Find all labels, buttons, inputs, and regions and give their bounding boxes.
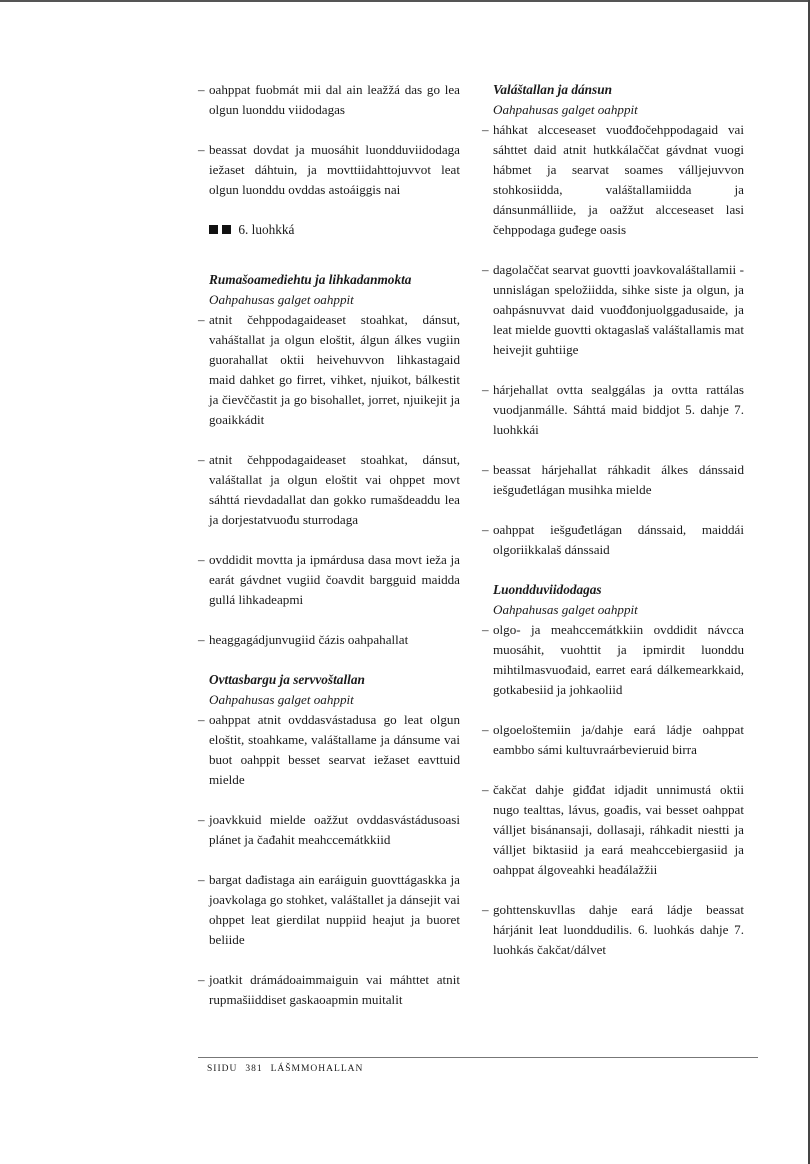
section-title: Rumašoamediehtu ja lihkadanmokta: [209, 272, 412, 287]
bullet-dash: –: [198, 872, 205, 887]
bullet-dash: –: [482, 622, 489, 637]
list-item: – beassat dovdat ja muosáhit luondduviidodaga iežaset dáhtuin, ja movttiidahttojuvvot leat olgun luonddu ovddas astoáiggis nai: [198, 142, 460, 197]
section-subtitle: Oahpahusas galget oahppit: [493, 602, 638, 617]
page-number: 381: [245, 1064, 263, 1074]
list-item: – joatkit drámádoaimmaiguin vai máhttet atnit rupmašiiddiset gaskaoapmin muitalit: [198, 972, 460, 1007]
bullet-dash: –: [198, 812, 205, 827]
footer-page-label: SIIDU: [207, 1064, 238, 1074]
left-column: [198, 80, 460, 1030]
level-heading: 6. luohkká: [198, 220, 460, 240]
footer-title: LÁŠMMOHALLAN: [270, 1064, 364, 1074]
list-item: – atnit čehppodagaideaset stoahkat, dánsut, valáštallat ja olgun eloštit vai ohppet movt sáhttá rievdadallat dan gokko rumašdeaddu lea ja dorjestatvuođu sturrodaga: [198, 452, 460, 527]
list-item: – háhkat alcceseaset vuođđočehppodagaid vai sáhttet daid atnit hutkkálaččat gávdnat vuogi hábmet ja searvat soames válljejuvvon stohkosiidda, valáštallamiidda ja dánsunmálliide, ja oažžut alcceseaset lasi čehppodaga guđege oasis: [482, 122, 744, 237]
bullet-dash: –: [482, 722, 489, 737]
bullet-dash: –: [482, 782, 489, 797]
list-item: – olgo- ja meahccemátkkiin ovddidit návcca muosáhit, vuohttit ja ipmirdit luonddu mihtilmasvuođaid, earret eará dálkemearkkaid, gotkabesiid ja johkaoliid: [482, 622, 744, 697]
section-title: Valáštallan ja dánsun: [493, 82, 612, 97]
list-item: – hárjehallat ovtta sealggálas ja ovtta rattálas vuodjanmálle. Sáhttá maid biddjot 5. dahje 7. luohkkái: [482, 382, 744, 437]
bullet-dash: –: [482, 902, 489, 917]
list-item: – joavkkuid mielde oažžut ovddasvástádusoasi plánet ja čađahit meahccemátkkiid: [198, 812, 460, 847]
top-border: [0, 0, 810, 2]
page-footer: [207, 1064, 371, 1074]
bullet-dash: –: [198, 142, 205, 157]
list-item: – čakčat dahje giđđat idjadit unnimustá oktii nugo tealttas, lávus, goađis, vai besset oahppat válljet bisánansaji, dollasaji, ráhkadit niestti ja válljet biktasiid ja eará meahccebiergasiid ja oahppat álgoveahki heađálažžii: [482, 782, 744, 877]
section-title: Luondduviidodagas: [493, 582, 602, 597]
list-item: – bargat dađistaga ain earáiguin guovttágaskka ja joavkolaga go stohket, valáštallet ja dánsejit vai ohppet leat gierdilat nuppiid heajut ja buoret beliide: [198, 872, 460, 947]
bullet-dash: –: [198, 712, 205, 727]
bullet-dash: –: [198, 82, 205, 97]
square-bullet-icon: [209, 225, 218, 234]
section-title: Ovttasbargu ja servvoštallan: [209, 672, 365, 687]
section-subtitle: Oahpahusas galget oahppit: [493, 102, 638, 117]
list-item: – ovddidit movtta ja ipmárdusa dasa movt ieža ja earát gávdnet vugiid čoavdit bargguid maidda gullá lihkadeapmi: [198, 552, 460, 607]
bullet-dash: –: [482, 122, 489, 137]
list-item: – heaggagádjunvugiid čázis oahpahallat: [198, 630, 460, 650]
bullet-dash: –: [482, 462, 489, 477]
list-item: – dagolaččat searvat guovtti joavkovaláštallamii - unnislágan speložiidda, sihke siste ja olgun, ja oahpásnuvvat daid vuođđonjuolggadusaide, ja leat mielde guovtti oktagaslaš valáštallamis mat heivejit guhtiige: [482, 262, 744, 357]
bullet-dash: –: [198, 312, 205, 327]
list-item: – oahppat fuobmát mii dal ain leažžá das go lea olgun luonddu viidodagas: [198, 82, 460, 117]
bullet-dash: –: [482, 522, 489, 537]
bullet-dash: –: [482, 262, 489, 277]
list-item: – olgoeloštemiin ja/dahje eará ládje oahppat eambbo sámi kultuvraárbevieruid birra: [482, 722, 744, 757]
bullet-dash: –: [198, 552, 205, 567]
list-item: – oahppat iešguđetlágan dánssaid, maiddái olgoriikkalaš dánssaid: [482, 522, 744, 557]
right-column: [482, 80, 744, 980]
footer-rule: [198, 1057, 758, 1058]
list-item: – oahppat atnit ovddasvástadusa go leat olgun eloštit, stoahkame, valáštallame ja dánsume vai buot oahppit besset searvat iežaset eavttuid mielde: [198, 712, 460, 787]
bullet-dash: –: [482, 382, 489, 397]
section-subtitle: Oahpahusas galget oahppit: [209, 292, 354, 307]
list-item: – atnit čehppodagaideaset stoahkat, dánsut, vaháštallat ja olgun eloštit, álgun álkes vugiin guorahallat oktii heivehuvvon lihkastagaid maid dahket go firret, vihket, njuikot, bálkestit ja čievččastit ja go bisohallet, jorret, njuikejit ja goaikkádit: [198, 312, 460, 427]
bullet-dash: –: [198, 452, 205, 467]
list-item: – beassat hárjehallat ráhkadit álkes dánssaid iešguđetlágan musihka mielde: [482, 462, 744, 497]
square-bullet-icon: [222, 225, 231, 234]
list-item: – gohttenskuvllas dahje eará ládje beassat hárjánit leat luonddudilis. 6. luohkás dahje 7. luohkás čakčat/dálvet: [482, 902, 744, 957]
bullet-dash: –: [198, 632, 205, 647]
section-subtitle: Oahpahusas galget oahppit: [209, 692, 354, 707]
bullet-dash: –: [198, 972, 205, 987]
